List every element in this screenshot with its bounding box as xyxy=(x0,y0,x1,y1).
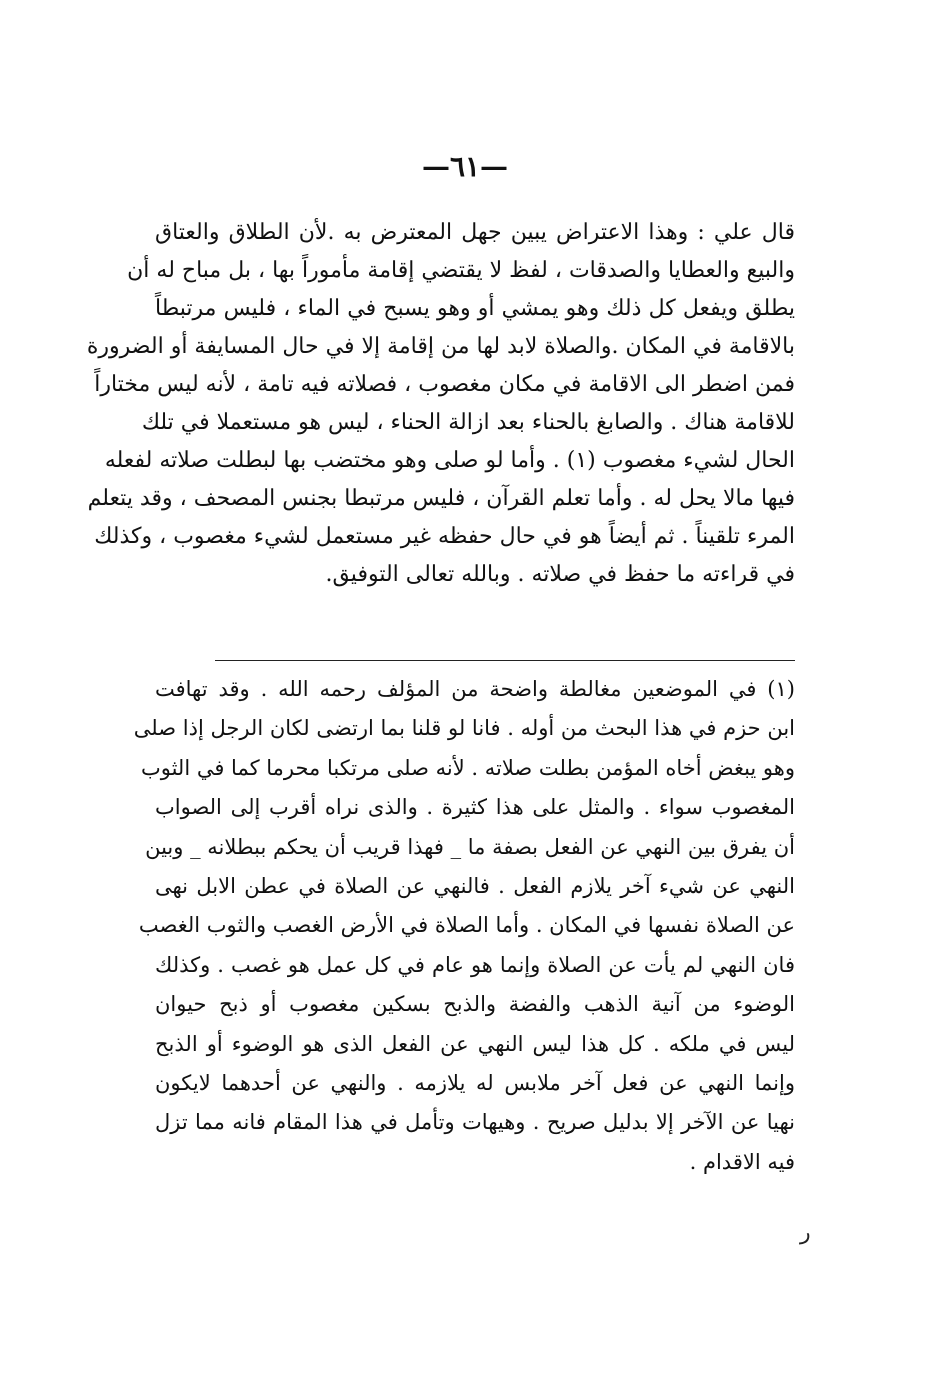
main-text xyxy=(86,214,795,594)
footnote-separator xyxy=(215,660,795,661)
text-line: المرء تلقيناً . ثم أيضاً هو في حال حفظه غير مستعمل لشيء مغصوب ، وكذلك xyxy=(94,524,795,549)
footnote-line: (١) في الموضعين مغالطة واضحة من المؤلف رحمه الله . وقد تهافت xyxy=(155,677,795,701)
footnote-line: فان النهي لم يأت عن الصلاة وإنما هو عام في كل عمل هو غصب . وكذلك xyxy=(155,952,795,977)
footnote-line: فيه الاقدام . xyxy=(689,1149,795,1174)
footnote-line: المغصوب سواء . والمثل على هذا كثيرة . والذى نراه أقرب إلى الصواب xyxy=(155,795,795,820)
text-line: للاقامة هناك . والصابغ بالحناء بعد ازالة الحناء ، ليس هو مستعملا في تلك xyxy=(141,410,795,435)
footnote xyxy=(133,670,795,1182)
end-mark: ر xyxy=(800,1220,811,1245)
footnote-line: وإنما النهي عن فعل آخر ملابس له يلازمه . والنهي عن أحدهما لايكون xyxy=(155,1070,795,1095)
footnote-line: ابن حزم في هذا البحث من أوله . فانا لو قلنا بما ارتضى لكان الرجل إذا صلى xyxy=(133,716,795,741)
page-number: —٦١— xyxy=(421,150,509,183)
footnote-line: النهي عن شيء آخر يلازم الفعل . فالنهي عن الصلاة في عطن الابل نهى xyxy=(155,873,795,898)
text-line: فيها مالا يحل له . وأما تعلم القرآن ، فليس مرتبطا بجنس المصحف ، وقد يتعلم xyxy=(87,486,795,511)
text-line: بالاقامة في المكان .والصلاة لابد لها من إقامة إلا في حال المسايفة أو الضرورة xyxy=(86,334,795,359)
text-line: الحال لشيء مغصوب (١) . وأما لو صلى وهو مختضب بها لبطلت صلاته لفعله xyxy=(104,448,795,473)
footnote-line: عن الصلاة نفسها في المكان . وأما الصلاة في الأرض الغصب والثوب الغصب xyxy=(138,913,795,938)
footnote-line: الوضوء من آنية الذهب والفضة والذبح بسكين مغصوب أو ذبح حيوان xyxy=(155,992,795,1017)
footnote-line: نهيا عن الآخر إلا بدليل صريح . وهيهات وتأمل في هذا المقام فانه مما تزل xyxy=(155,1110,795,1135)
footnote-line: ليس في ملكه . كل هذا ليس النهي عن الفعل الذى هو الوضوء أو الذبح xyxy=(155,1031,795,1056)
text-line: والبيع والعطايا والصدقات ، لفظ لا يقتضي إقامة مأموراً بها ، بل مباح له أن xyxy=(127,258,795,283)
text-line: في قراءته ما حفظ في صلاته . وبالله تعالى التوفيق. xyxy=(325,562,795,587)
text-line: قال علي : وهذا الاعتراض يبين جهل المعترض به .لأن الطلاق والعتاق xyxy=(155,220,795,245)
text-line: يطلق ويفعل كل ذلك وهو يمشي أو وهو يسبح في الماء ، فليس مرتبطاً xyxy=(155,296,795,321)
footnote-line: وهو يبغض أخاه المؤمن بطلت صلاته . لأنه صلى مرتكبا محرما كما في الثوب xyxy=(140,755,795,780)
footnote-line: أن يفرق بين النهي عن الفعل بصفة ما _ فهذا قريب أن يحكم ببطلانه _ وبين xyxy=(145,834,795,859)
text-line: فمن اضطر الى الاقامة في مكان مغصوب ، فصلاته فيه تامة ، لأنه ليس مختاراً xyxy=(94,372,795,397)
